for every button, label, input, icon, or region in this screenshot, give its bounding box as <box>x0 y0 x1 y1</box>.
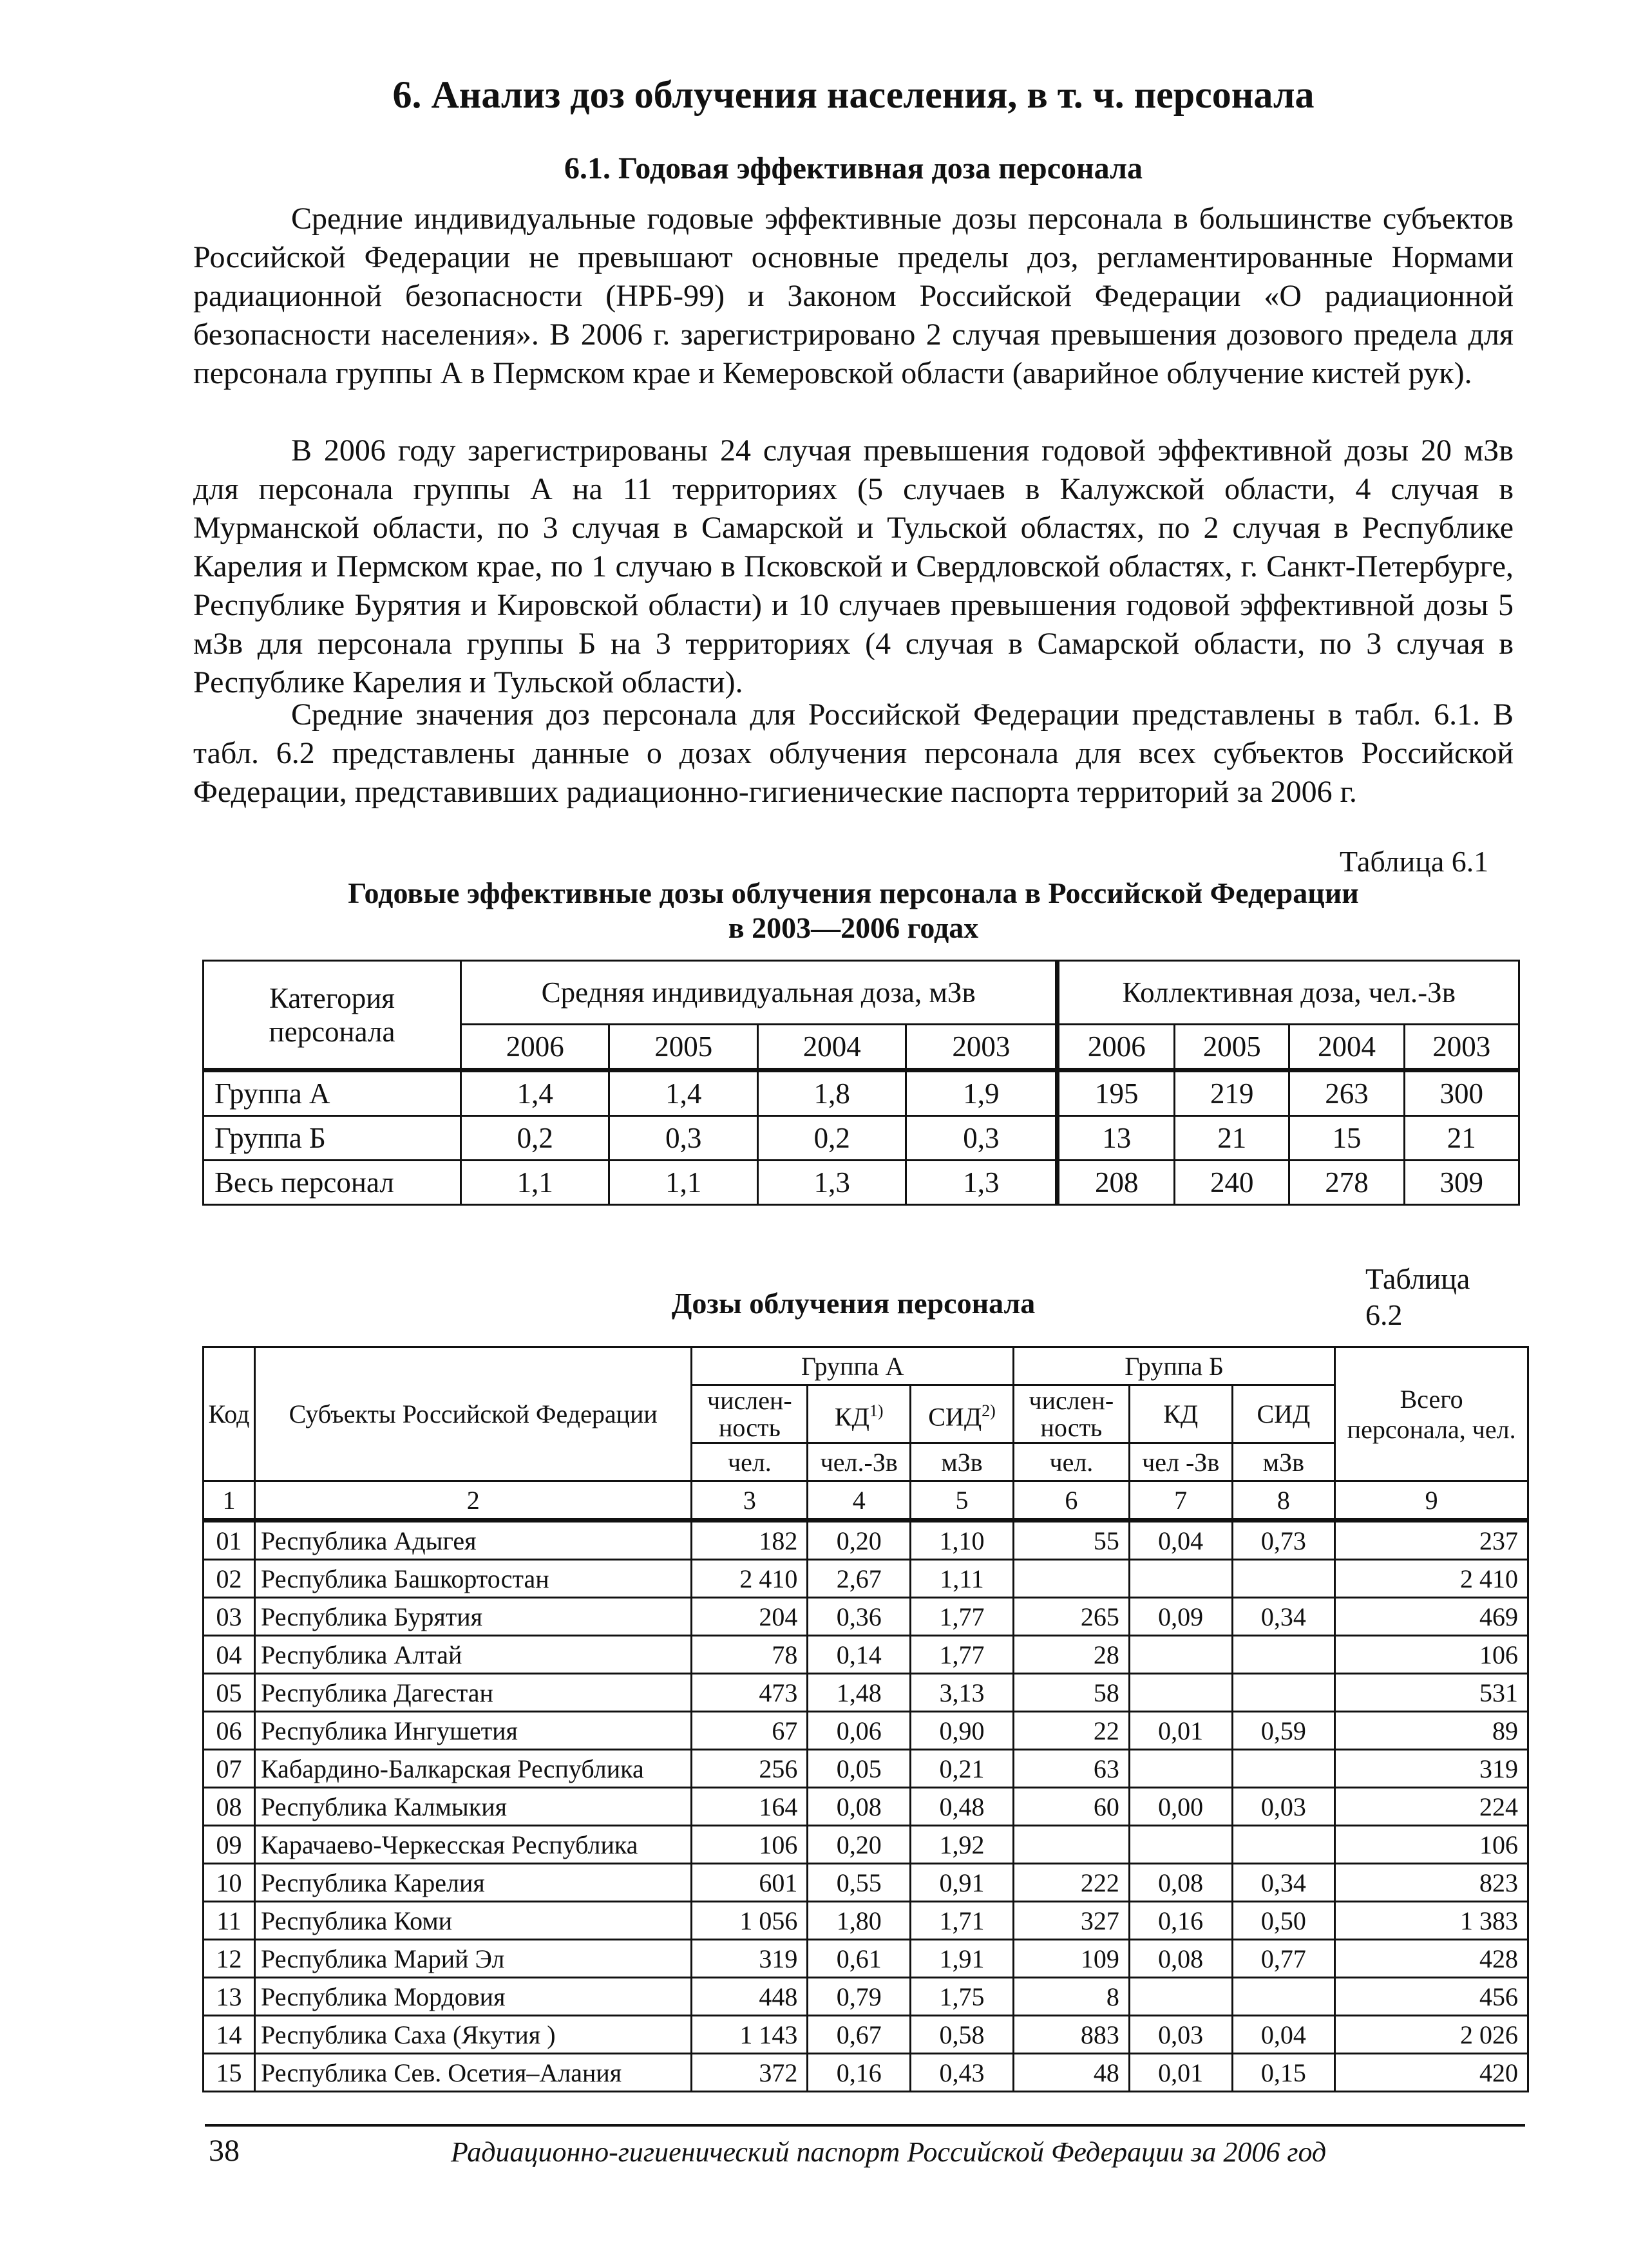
table-cell: 0,03 <box>1129 2016 1232 2054</box>
table-row <box>204 1674 1528 1712</box>
unit-cell: чел.-Зв <box>808 1443 911 1481</box>
table-cell <box>1232 1750 1335 1788</box>
table2-header-count-b: числен-ность <box>1013 1385 1129 1443</box>
table-cell: 106 <box>692 1826 808 1864</box>
table-cell: 109 <box>1013 1940 1129 1978</box>
table1-year: 2006 <box>461 1025 609 1070</box>
table1-header-row <box>204 961 1519 1025</box>
table-cell: 0,01 <box>1129 1712 1232 1750</box>
table-row <box>204 1712 1528 1750</box>
table-cell: 3,13 <box>911 1674 1014 1712</box>
table-cell <box>1129 1826 1232 1864</box>
table1-year: 2006 <box>1058 1025 1175 1070</box>
table2-body <box>204 1521 1528 2092</box>
table-cell <box>1129 1750 1232 1788</box>
table-cell: Республика Марий Эл <box>254 1940 691 1978</box>
table1-cell: 309 <box>1404 1161 1519 1205</box>
table-cell: 106 <box>1335 1826 1528 1864</box>
table-cell: 0,77 <box>1232 1940 1335 1978</box>
table2-header-kd-a <box>808 1385 911 1443</box>
table-cell: 1,80 <box>808 1902 911 1940</box>
table-cell: 48 <box>1013 2054 1129 2092</box>
table-cell: 420 <box>1335 2054 1528 2092</box>
table1-category: Группа Б <box>204 1116 461 1161</box>
table1-cell: 0,2 <box>757 1116 906 1161</box>
table1-title-line2: в 2003—2006 годах <box>728 911 979 944</box>
table-cell: 224 <box>1335 1788 1528 1826</box>
colnum-cell: 2 <box>254 1481 691 1521</box>
table2-header-group-a: Группа А <box>692 1347 1013 1385</box>
table1-cell: 1,3 <box>906 1161 1058 1205</box>
table1-cell: 1,3 <box>757 1161 906 1205</box>
table-cell: 15 <box>204 2054 255 2092</box>
table-cell <box>1232 1636 1335 1674</box>
table-cell: 1,71 <box>911 1902 1014 1940</box>
table-cell: 319 <box>1335 1750 1528 1788</box>
table-cell: 0,03 <box>1232 1788 1335 1826</box>
dose-table-2003-2006 <box>202 960 1520 1206</box>
table-cell: 1,91 <box>911 1940 1014 1978</box>
table2-header-group-b: Группа Б <box>1013 1347 1334 1385</box>
table-cell: 67 <box>692 1712 808 1750</box>
table-cell: 1,75 <box>911 1978 1014 2016</box>
table-cell: 0,00 <box>1129 1788 1232 1826</box>
table-cell: 03 <box>204 1598 255 1636</box>
table-cell: 63 <box>1013 1750 1129 1788</box>
table2-header-code: Код <box>204 1347 255 1481</box>
table2-header-sid-b: СИД <box>1232 1385 1335 1443</box>
table-cell: 55 <box>1013 1521 1129 1560</box>
unit-cell: мЗв <box>911 1443 1014 1481</box>
table1-cell: 1,1 <box>461 1161 609 1205</box>
colnum-cell: 9 <box>1335 1481 1528 1521</box>
table-cell: 08 <box>204 1788 255 1826</box>
colnum-cell: 7 <box>1129 1481 1232 1521</box>
table1-row <box>204 1070 1519 1116</box>
table-cell: 0,06 <box>808 1712 911 1750</box>
paragraph-2: В 2006 году зарегистрированы 24 случая превышения годовой эффективной дозы 20 мЗв для персонала группы А на 11 территориях (5 случаев в Калужской области, 4 случая в Мурманской области, по 3 случая в Самарской и Тульской областях, по 2 случая в Республике Карелия и Пермском крае, по 1 случаю в Псковской и Свердловской областях, г. Санкт-Петербурге, Республике Бурятия и Кировской области) и 10 случаев превышения годовой эффективной дозы 5 мЗв для персонала группы Б на 3 территориях (4 случая в Самарской области, по 3 случая в Республике Карелия и Тульской области). <box>193 433 1514 699</box>
table-row <box>204 1826 1528 1864</box>
table1-row <box>204 1161 1519 1205</box>
table1-cell: 21 <box>1175 1116 1289 1161</box>
table-cell <box>1013 1560 1129 1598</box>
table-cell: 1,77 <box>911 1636 1014 1674</box>
table-cell: Республика Мордовия <box>254 1978 691 2016</box>
table1-cell: 0,3 <box>906 1116 1058 1161</box>
table-cell: 237 <box>1335 1521 1528 1560</box>
kd-footnote-mark: 1) <box>869 1401 884 1420</box>
table-cell: 2 410 <box>1335 1560 1528 1598</box>
table-cell: 06 <box>204 1712 255 1750</box>
table1-year: 2004 <box>1289 1025 1404 1070</box>
table-cell: 28 <box>1013 1636 1129 1674</box>
table-cell: Республика Сев. Осетия–Алания <box>254 2054 691 2092</box>
table-cell: 0,08 <box>808 1788 911 1826</box>
table-cell: 1,11 <box>911 1560 1014 1598</box>
sid-label: СИД <box>928 1402 982 1432</box>
table-cell: 469 <box>1335 1598 1528 1636</box>
table-cell <box>1129 1978 1232 2016</box>
subsection-title: 6.1. Годовая эффективная доза персонала <box>564 151 1143 185</box>
footer-rule <box>205 2124 1525 2127</box>
table-cell: 0,67 <box>808 2016 911 2054</box>
table-cell: 265 <box>1013 1598 1129 1636</box>
table-cell: 0,58 <box>911 2016 1014 2054</box>
table1-year: 2003 <box>906 1025 1058 1070</box>
table-cell: 0,34 <box>1232 1864 1335 1902</box>
table-cell: 01 <box>204 1521 255 1560</box>
table1-header-category: Категория персонала <box>204 961 461 1070</box>
running-footer: Радиационно-гигиенический паспорт Российской Федерации за 2006 год <box>451 2136 1327 2168</box>
table-cell: Республика Алтай <box>254 1636 691 1674</box>
table-cell <box>1129 1560 1232 1598</box>
page-number: 38 <box>209 2134 240 2168</box>
table-cell: 2 410 <box>692 1560 808 1598</box>
table-row <box>204 1750 1528 1788</box>
sid-footnote-mark: 2) <box>982 1401 996 1420</box>
table-cell: 0,05 <box>808 1750 911 1788</box>
table1-cell: 240 <box>1175 1161 1289 1205</box>
table-cell: 1,10 <box>911 1521 1014 1560</box>
table-cell: 02 <box>204 1560 255 1598</box>
table-cell: 05 <box>204 1674 255 1712</box>
table1-cell: 1,9 <box>906 1070 1058 1116</box>
table-cell: 11 <box>204 1902 255 1940</box>
table-cell: Республика Адыгея <box>254 1521 691 1560</box>
colnum-cell: 5 <box>911 1481 1014 1521</box>
table-cell: 0,79 <box>808 1978 911 2016</box>
table1-cell: 13 <box>1058 1116 1175 1161</box>
unit-cell: чел -Зв <box>1129 1443 1232 1481</box>
table-cell: 327 <box>1013 1902 1129 1940</box>
colnum-cell: 1 <box>204 1481 255 1521</box>
personnel-dose-table <box>202 1346 1529 2092</box>
table-cell: 0,08 <box>1129 1864 1232 1902</box>
table-cell: Карачаево-Черкесская Республика <box>254 1826 691 1864</box>
table-cell: 531 <box>1335 1674 1528 1712</box>
table-row <box>204 1788 1528 1826</box>
table-cell: Республика Ингушетия <box>254 1712 691 1750</box>
table-cell: 0,04 <box>1129 1521 1232 1560</box>
table-cell: 0,91 <box>911 1864 1014 1902</box>
table1-year: 2005 <box>609 1025 757 1070</box>
table1-category: Группа А <box>204 1070 461 1116</box>
table2-header-count-a: числен-ность <box>692 1385 808 1443</box>
table-cell: 204 <box>692 1598 808 1636</box>
table-cell: 0,59 <box>1232 1712 1335 1750</box>
table-cell: 448 <box>692 1978 808 2016</box>
table-cell: 319 <box>692 1940 808 1978</box>
table-cell <box>1013 1826 1129 1864</box>
table-cell: 1,92 <box>911 1826 1014 1864</box>
table-cell: 1,48 <box>808 1674 911 1712</box>
table1-title: Годовые эффективные дозы облучения персонала в Российской Федерации <box>348 877 1359 909</box>
table-cell: 0,73 <box>1232 1521 1335 1560</box>
table-cell: 0,16 <box>1129 1902 1232 1940</box>
table-cell: 1 383 <box>1335 1902 1528 1940</box>
table1-cell: 195 <box>1058 1070 1175 1116</box>
table-cell: Республика Бурятия <box>254 1598 691 1636</box>
colnum-cell: 3 <box>692 1481 808 1521</box>
table-cell: 89 <box>1335 1712 1528 1750</box>
table-cell <box>1232 1826 1335 1864</box>
table-cell: 22 <box>1013 1712 1129 1750</box>
table1-cell: 0,2 <box>461 1116 609 1161</box>
table1-cell: 1,8 <box>757 1070 906 1116</box>
table-cell: 1 143 <box>692 2016 808 2054</box>
table-row <box>204 2016 1528 2054</box>
table-cell: 78 <box>692 1636 808 1674</box>
table1-cell: 1,4 <box>461 1070 609 1116</box>
table-cell: Республика Дагестан <box>254 1674 691 1712</box>
table-cell: 12 <box>204 1940 255 1978</box>
table-cell: 0,08 <box>1129 1940 1232 1978</box>
table-cell: 14 <box>204 2016 255 2054</box>
table-cell: 164 <box>692 1788 808 1826</box>
table1-cell: 0,3 <box>609 1116 757 1161</box>
table2-colnum-row <box>204 1481 1528 1521</box>
table2-header-kd-b: КД <box>1129 1385 1232 1443</box>
table-cell: 0,16 <box>808 2054 911 2092</box>
table-cell: 0,15 <box>1232 2054 1335 2092</box>
table1-cell: 1,1 <box>609 1161 757 1205</box>
table-cell: 07 <box>204 1750 255 1788</box>
table-cell: Республика Калмыкия <box>254 1788 691 1826</box>
table-cell: 60 <box>1013 1788 1129 1826</box>
table1-cell: 15 <box>1289 1116 1404 1161</box>
unit-cell: чел. <box>692 1443 808 1481</box>
table-cell: Кабардино-Балкарская Республика <box>254 1750 691 1788</box>
table-cell: 456 <box>1335 1978 1528 2016</box>
table-cell: Республика Коми <box>254 1902 691 1940</box>
table-cell: 182 <box>692 1521 808 1560</box>
table-cell: 1 056 <box>692 1902 808 1940</box>
table1-header-collective: Коллективная доза, чел.-Зв <box>1058 961 1519 1025</box>
table-cell: 0,21 <box>911 1750 1014 1788</box>
table-cell: 13 <box>204 1978 255 2016</box>
table-cell: 0,04 <box>1232 2016 1335 2054</box>
table-cell: 2,67 <box>808 1560 911 1598</box>
table1-cell: 21 <box>1404 1116 1519 1161</box>
table-cell: 04 <box>204 1636 255 1674</box>
table2-header-row-1 <box>204 1347 1528 1385</box>
table-cell: 2 026 <box>1335 2016 1528 2054</box>
table-row <box>204 1636 1528 1674</box>
table-cell <box>1232 1978 1335 2016</box>
table1-number: Таблица 6.1 <box>1340 845 1489 878</box>
table-cell: 0,14 <box>808 1636 911 1674</box>
table1-cell: 300 <box>1404 1070 1519 1116</box>
table1-header-individual: Средняя индивидуальная доза, мЗв <box>461 961 1058 1025</box>
section-title: 6. Анализ доз облучения населения, в т. ч. персонала <box>392 73 1315 116</box>
colnum-cell: 4 <box>808 1481 911 1521</box>
table2-header-total: Всего персонала, чел. <box>1335 1347 1528 1481</box>
table1-year: 2005 <box>1175 1025 1289 1070</box>
table-cell: Республика Саха (Якутия ) <box>254 2016 691 2054</box>
table2-header-sid-a <box>911 1385 1014 1443</box>
table-cell: Республика Карелия <box>254 1864 691 1902</box>
table-row <box>204 1521 1528 1560</box>
table-cell: 1,77 <box>911 1598 1014 1636</box>
table-cell: 0,43 <box>911 2054 1014 2092</box>
table-cell: 09 <box>204 1826 255 1864</box>
unit-cell: чел. <box>1013 1443 1129 1481</box>
table-cell: 58 <box>1013 1674 1129 1712</box>
table2-title: Дозы облучения персонала <box>671 1287 1036 1320</box>
table-cell: 222 <box>1013 1864 1129 1902</box>
table1-year: 2004 <box>757 1025 906 1070</box>
table-cell: 0,55 <box>808 1864 911 1902</box>
table-cell: 0,20 <box>808 1826 911 1864</box>
table-row <box>204 2054 1528 2092</box>
table-row <box>204 1864 1528 1902</box>
table1-cell: 208 <box>1058 1161 1175 1205</box>
table-cell <box>1129 1636 1232 1674</box>
table1-cell: 1,4 <box>609 1070 757 1116</box>
unit-cell: мЗв <box>1232 1443 1335 1481</box>
table1-cell: 278 <box>1289 1161 1404 1205</box>
table-cell <box>1129 1674 1232 1712</box>
kd-label: КД <box>834 1402 869 1432</box>
table2-number: Таблица 6.2 <box>1365 1262 1470 1331</box>
table-cell: 0,09 <box>1129 1598 1232 1636</box>
table-cell: 106 <box>1335 1636 1528 1674</box>
table1-category: Весь персонал <box>204 1161 461 1205</box>
table1-year: 2003 <box>1404 1025 1519 1070</box>
paragraph-1: Средние индивидуальные годовые эффективные дозы персонала в большинстве субъектов Российской Федерации не превышают основные пределы доз, регламентированные Нормами радиационной безопасности (НРБ-99) и Законом Российской Федерации «О радиационной безопасности населения». В 2006 г. зарегистрировано 2 случая превышения дозового предела для персонала группы А в Пермском крае и Кемеровской области (аварийное облучение кистей рук). <box>193 202 1514 390</box>
table-row <box>204 1902 1528 1940</box>
table-cell: 372 <box>692 2054 808 2092</box>
table-cell: 10 <box>204 1864 255 1902</box>
table-cell <box>1232 1674 1335 1712</box>
colnum-cell: 8 <box>1232 1481 1335 1521</box>
table1-cell: 219 <box>1175 1070 1289 1116</box>
colnum-cell: 6 <box>1013 1481 1129 1521</box>
table-cell: 0,90 <box>911 1712 1014 1750</box>
paragraph-3: Средние значения доз персонала для Российской Федерации представлены в табл. 6.1. В табл. 6.2 представлены данные о дозах облучения персонала для всех субъектов Российской Федерации, представивших радиационно-гигиенические паспорта территорий за 2006 г. <box>193 697 1514 809</box>
table-cell: 428 <box>1335 1940 1528 1978</box>
table-row <box>204 1940 1528 1978</box>
table-cell: 883 <box>1013 2016 1129 2054</box>
table-row <box>204 1978 1528 2016</box>
table-cell: 0,61 <box>808 1940 911 1978</box>
table1-row <box>204 1116 1519 1161</box>
table-cell: 601 <box>692 1864 808 1902</box>
table-cell: 823 <box>1335 1864 1528 1902</box>
table-row <box>204 1560 1528 1598</box>
table-cell: 0,48 <box>911 1788 1014 1826</box>
table-cell: 0,50 <box>1232 1902 1335 1940</box>
table-cell: 8 <box>1013 1978 1129 2016</box>
table1-cell: 263 <box>1289 1070 1404 1116</box>
table-cell <box>1232 1560 1335 1598</box>
table-cell: 0,36 <box>808 1598 911 1636</box>
table2-header-subject: Субъекты Российской Федерации <box>254 1347 691 1481</box>
table-cell: 0,34 <box>1232 1598 1335 1636</box>
table-cell: 0,20 <box>808 1521 911 1560</box>
table-row <box>204 1598 1528 1636</box>
table-cell: Республика Башкортостан <box>254 1560 691 1598</box>
table-cell: 473 <box>692 1674 808 1712</box>
table-cell: 256 <box>692 1750 808 1788</box>
table-cell: 0,01 <box>1129 2054 1232 2092</box>
